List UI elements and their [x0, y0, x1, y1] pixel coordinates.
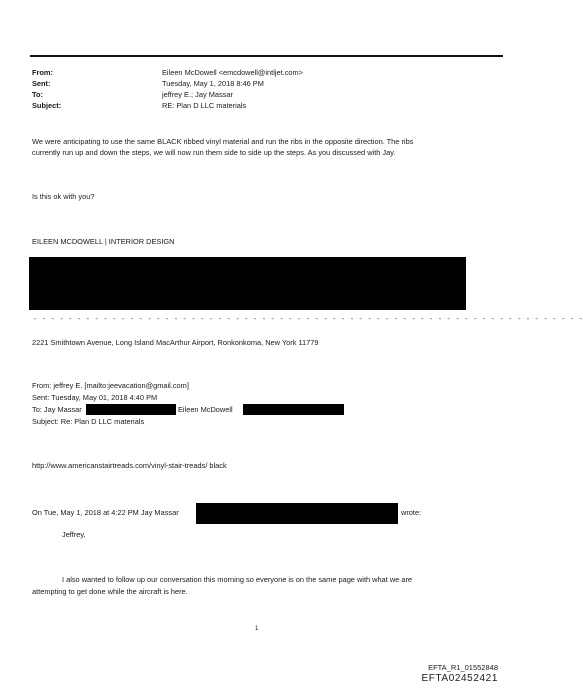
quoted-link-line: http://www.americanstairtreads.com/vinyl-stair-treads/ black — [32, 461, 227, 470]
quoted-on-suffix: wrote: — [401, 508, 422, 517]
quoted-on-prefix: On Tue, May 1, 2018 at 4:22 PM Jay Massar — [32, 508, 179, 517]
subject-value: RE: Plan D LLC materials — [162, 101, 247, 110]
redaction-on-line-email — [196, 503, 398, 524]
redaction-block-signature — [29, 257, 466, 310]
quoted-followup-line-2: attempting to get done while the aircraft is here. — [32, 587, 188, 596]
header-divider — [30, 55, 503, 57]
to-label: To: — [32, 90, 43, 99]
quoted-to-prefix: To: Jay Massar — [32, 405, 82, 414]
bates-number-large: EFTA02452421 — [421, 673, 498, 684]
subject-label: Subject: — [32, 101, 62, 110]
signature-separator: - - - - - - - - - - - - - - - - - - - - - - - - - - - - - - - - - - - - - - - - - - - - - - - - - - - - - - - - - - - - - - - — [33, 316, 583, 324]
sent-value: Tuesday, May 1, 2018 8:46 PM — [162, 79, 264, 88]
redaction-to-email-2 — [243, 404, 344, 415]
from-label: From: — [32, 68, 53, 77]
quoted-followup-line-1: I also wanted to follow up our conversation this morning so everyone is on the same page with what we are — [62, 575, 413, 584]
bates-number-small: EFTA_R1_01552848 — [428, 663, 498, 672]
address-line: 2221 Smithtown Avenue, Long Island MacArthur Airport, Ronkonkoma, New York 11779 — [32, 338, 319, 347]
redaction-to-email-1 — [86, 404, 176, 415]
from-value: Eileen McDowell <emcdowell@intljet.com> — [162, 68, 303, 77]
body-paragraph-line-1: We were anticipating to use the same BLACK ribbed vinyl material and run the ribs in the opposite direction. The ribs — [32, 137, 414, 146]
quoted-subject-line: Subject: Re: Plan D LLC materials — [32, 417, 145, 426]
quoted-to-line — [32, 405, 82, 416]
quoted-from-line: From: jeffrey E. [mailto:jeevacation@gmail.com] — [32, 381, 189, 390]
body-question: Is this ok with you? — [32, 192, 95, 201]
signature-line: EILEEN MCDOWELL | INTERIOR DESIGN — [32, 237, 175, 246]
to-value: jeffrey E.; Jay Massar — [162, 90, 233, 99]
quoted-greeting: Jeffrey, — [62, 530, 86, 539]
quoted-on-line — [32, 508, 179, 519]
page-number: 1 — [255, 626, 259, 632]
body-paragraph-line-2: currently run up and down the steps, we will now run them side to side up the steps. As you discussed with Jay. — [32, 148, 396, 157]
quoted-sent-line: Sent: Tuesday, May 01, 2018 4:40 PM — [32, 393, 158, 402]
sent-label: Sent: — [32, 79, 51, 88]
quoted-to-middle: Eileen McDowell — [178, 405, 233, 414]
